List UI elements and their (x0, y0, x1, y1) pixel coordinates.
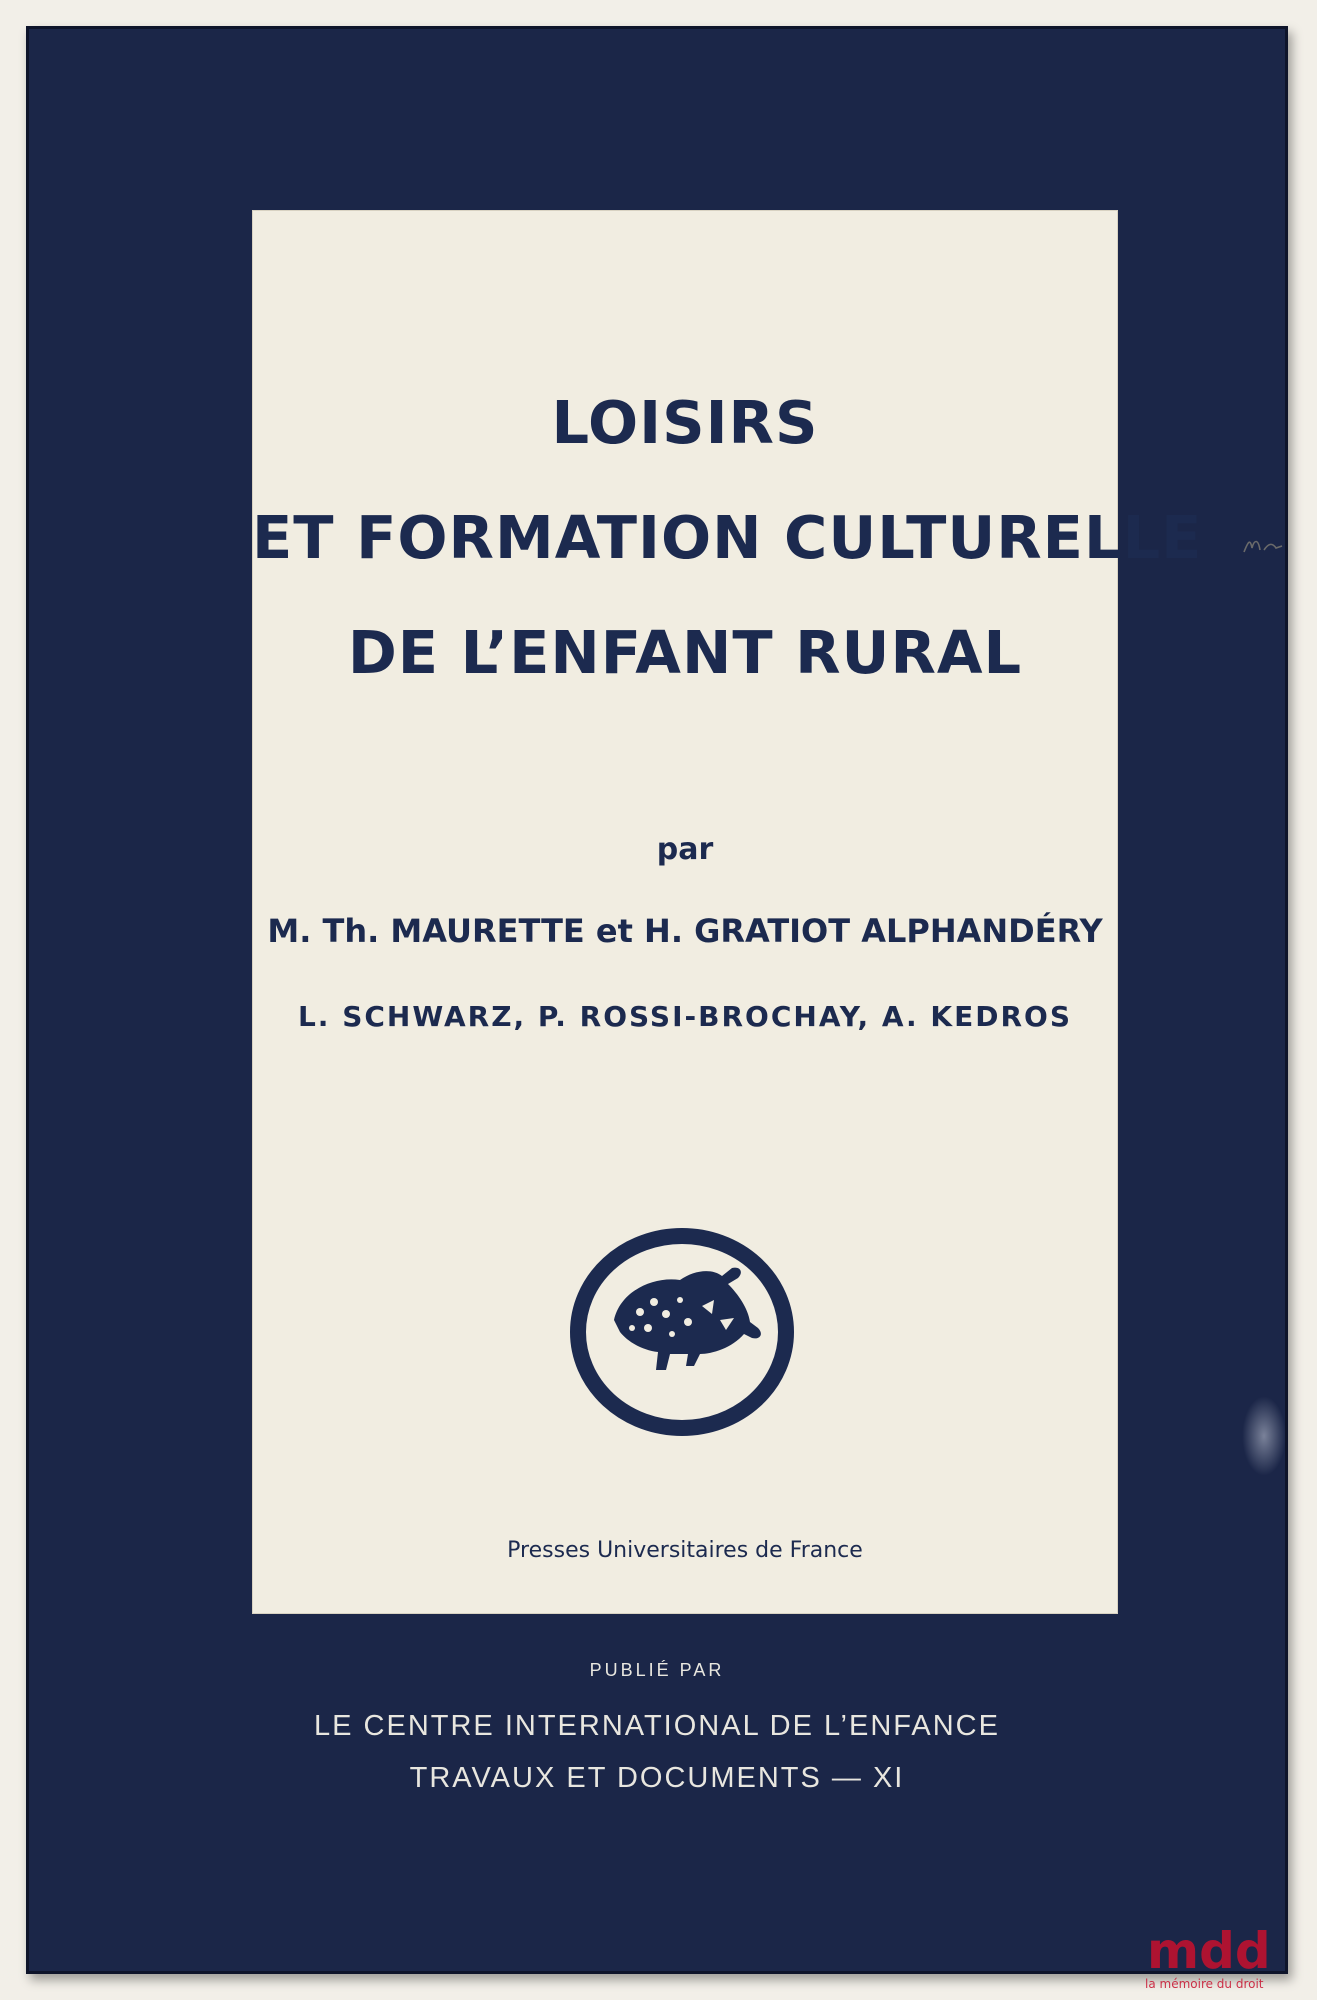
secondary-authors: L. SCHWARZ, P. ROSSI-BROCHAY, A. KEDROS (297, 1000, 1073, 1033)
title-line-1: LOISIRS (551, 388, 819, 457)
title-line-2: ET FORMATION CULTURELLE (252, 503, 1203, 572)
watermark-logo-text: mdd (1147, 1922, 1271, 1980)
series-name: TRAVAUX ET DOCUMENTS — XI (409, 1762, 905, 1794)
published-by-label: PUBLIÉ PAR (589, 1660, 725, 1680)
publisher-seal-icon (562, 1210, 802, 1450)
publisher-name: Presses Universitaires de France (507, 1538, 863, 1563)
pencil-mark-icon (1242, 534, 1286, 556)
title-line-3: DE L’ENFANT RURAL (347, 618, 1023, 687)
title-label-panel (252, 210, 1203, 1614)
cover-wear-mark (1242, 1396, 1286, 1476)
mdd-watermark-logo (1141, 1918, 1305, 1992)
by-label: par (656, 832, 714, 867)
main-authors: M. Th. MAURETTE et H. GRATIOT ALPHANDÉRY (267, 912, 1103, 950)
book-cover (26, 26, 1288, 1974)
watermark-tagline: la mémoire du droit (1145, 1977, 1264, 1991)
organization-name: LE CENTRE INTERNATIONAL DE L’ENFANCE (314, 1710, 1000, 1742)
